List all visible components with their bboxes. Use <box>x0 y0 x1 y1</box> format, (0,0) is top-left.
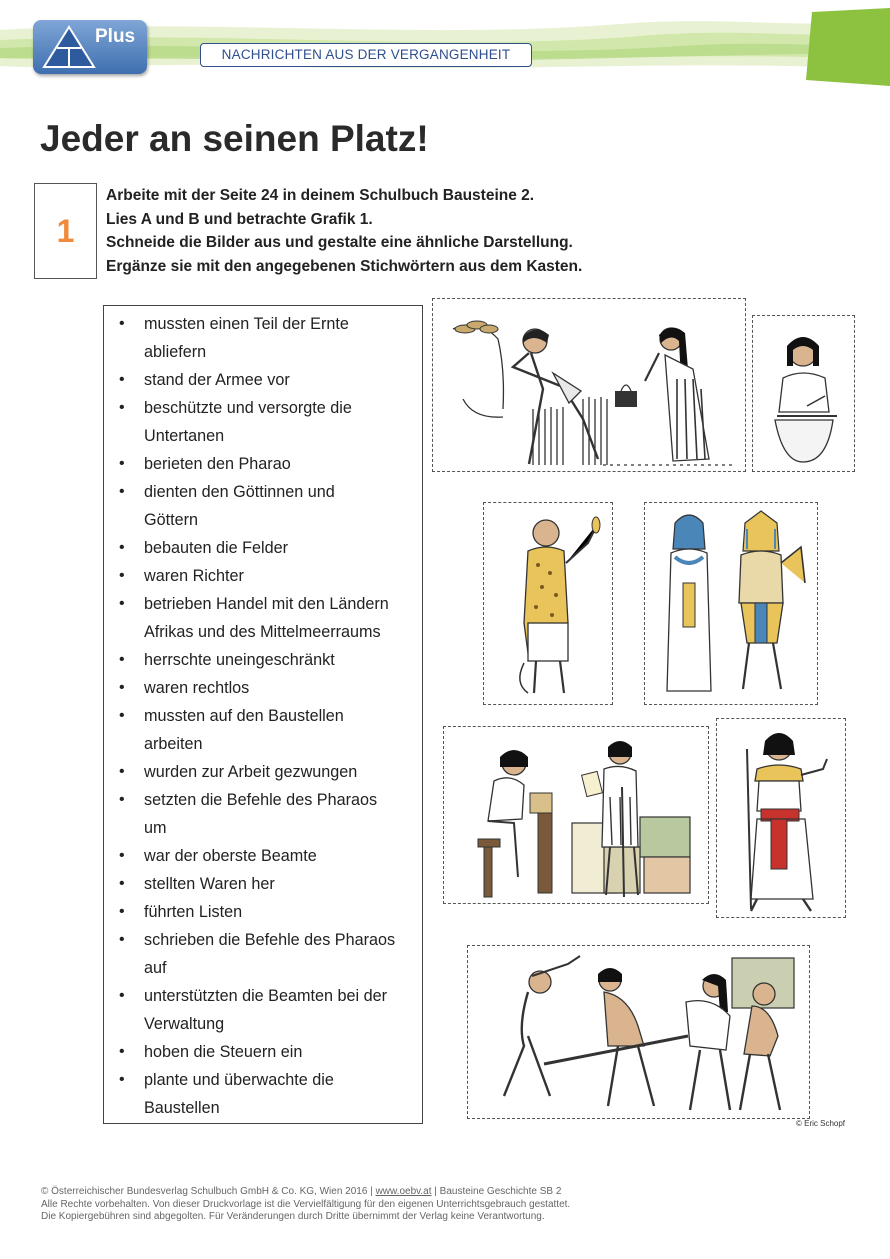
official-illustration <box>717 719 845 917</box>
keyword-item: • waren rechtlos <box>116 674 421 702</box>
keyword-item: • dienten den Göttinnen und Göttern <box>116 478 421 534</box>
cutout-craftsmen[interactable] <box>443 726 709 904</box>
task-number: 1 <box>34 183 97 279</box>
keyword-item: • schrieben die Befehle des Pharaos auf <box>116 926 421 982</box>
keyword-item: • wurden zur Arbeit gezwungen <box>116 758 421 786</box>
craftsmen-illustration <box>444 727 708 903</box>
cutout-scribe-seated[interactable] <box>752 315 855 472</box>
plus-logo <box>33 20 147 74</box>
keyword-item: • plante und überwachte die Baustellen <box>116 1066 421 1122</box>
page-title: Jeder an seinen Platz! <box>40 118 429 159</box>
instruction-line: Ergänze sie mit den angegebenen Stichwörtern aus dem Kasten. <box>106 257 583 275</box>
keyword-item: • herrschte uneingeschränkt <box>116 646 421 674</box>
logo-label: Plus <box>95 26 136 47</box>
instruction-line: Lies A und B und betrachte Grafik 1. <box>106 210 373 228</box>
scribe-illustration <box>753 316 854 471</box>
keyword-item: • stellten Waren her <box>116 870 421 898</box>
keyword-list <box>116 310 421 1122</box>
cutout-official[interactable] <box>716 718 846 918</box>
pyramid-icon <box>41 24 97 70</box>
instruction-line: Arbeite mit der Seite 24 in deinem Schulbuch Bausteine 2. <box>106 187 535 204</box>
task-instructions <box>106 184 582 278</box>
instruction-line: Schneide die Bilder aus und gestalte eine ähnliche Darstellung. <box>106 234 573 251</box>
farmers-illustration <box>433 299 745 471</box>
builders-illustration <box>468 946 809 1118</box>
keyword-item: • betrieben Handel mit den Ländern Afrikas und des Mittelmeerraums <box>116 590 421 646</box>
image-credit: © Eric Schopf <box>796 1119 846 1128</box>
cutout-pharaoh-couple[interactable] <box>644 502 818 705</box>
cutout-builders[interactable] <box>467 945 810 1119</box>
cutout-farmers[interactable] <box>432 298 746 472</box>
keyword-item: • beschützte und versorgte die Untertanen <box>116 394 421 450</box>
keyword-item: • mussten einen Teil der Ernte abliefern <box>116 310 421 366</box>
publisher-link[interactable]: www.oebv.at <box>375 1186 432 1197</box>
keyword-item: • mussten auf den Baustellen arbeiten <box>116 702 421 758</box>
footer: © Österreichischer Bundesverlag Schulbuch GmbH & Co. KG, Wien 2016 | www.oebv.at | Bausteine Geschichte SB 2 Alle Rechte vorbehalten. Von dieser Druckvorlage ist die Vervielfältigung für den eigenen Unterrichtsgebrauch gestattet. Die Kopiergebühren sind abgegolten. Für Veränderungen durch Dritte übernimmt der Verlag keine Verantwortung. <box>41 1186 571 1222</box>
keyword-item: • bebauten die Felder <box>116 534 421 562</box>
series-title: NACHRICHTEN AUS DER VERGANGENHEIT <box>200 43 532 67</box>
keyword-item: • stand der Armee vor <box>116 366 421 394</box>
keyword-item: • berieten den Pharao <box>116 450 421 478</box>
keyword-item: • war der oberste Beamte <box>116 842 421 870</box>
pharaoh-couple-illustration <box>645 503 817 704</box>
keyword-item: • setzten die Befehle des Pharaos um <box>116 786 421 842</box>
keyword-item: • führten Listen <box>116 898 421 926</box>
keyword-item: • unterstützten die Beamten bei der Verwaltung <box>116 982 421 1038</box>
keyword-box <box>103 305 423 1124</box>
keyword-item: • waren Richter <box>116 562 421 590</box>
priest-illustration <box>484 503 612 704</box>
keyword-item: • hoben die Steuern ein <box>116 1038 421 1066</box>
cutout-priest[interactable] <box>483 502 613 705</box>
